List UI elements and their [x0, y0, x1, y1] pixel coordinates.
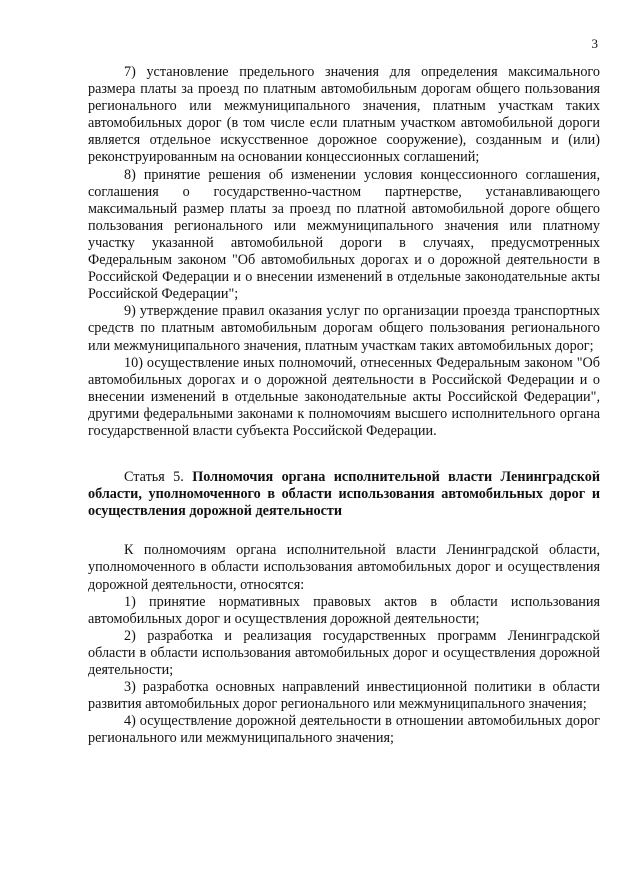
document-body: [88, 64, 600, 747]
article-5-item-2: 2) разработка и реализация государственных программ Ленинградской области в области использования автомобильных дорог и осуществления дорожной деятельности;: [88, 627, 600, 678]
article-5-heading: [88, 469, 600, 520]
article-label: Статья 5.: [124, 469, 193, 486]
article-5-item-3: 3) разработка основных направлений инвестиционной политики в области развития автомобильных дорог регионального или межмуниципального значения;: [88, 679, 600, 713]
article-5-intro: К полномочиям органа исполнительной власти Ленинградской области, уполномоченного в области использования автомобильных дорог и осуществления дорожной деятельности, относятся:: [88, 542, 600, 593]
article-title: Полномочия органа исполнительной власти Ленинградской области, уполномоченного в области использования автомобильных дорог и осуществления дорожной деятельности: [88, 469, 600, 520]
paragraph-item-10: 10) осуществление иных полномочий, отнесенных Федеральным законом "Об автомобильных дорогах и о дорожной деятельности в Российской Федерации и о внесении изменений в отдельные законодательные акты Российской Федерации", другими федеральными законами к полномочиям высшего исполнительного органа государственной власти субъекта Российской Федерации.: [88, 354, 600, 439]
paragraph-item-8: 8) принятие решения об изменении условия концессионного соглашения, соглашения о государственно-частном партнерстве, устанавливающего максимальный размер платы за проезд по платной автомобильной дороге общего пользования регионального или межмуниципального значения или платному участку указанной автомобильной дороги в случаях, предусмотренных Федеральным законом "Об автомобильных дорогах и о дорожной деятельности в Российской Федерации и о внесении изменений в отдельные законодательные акты Российской Федерации";: [88, 166, 600, 303]
article-5-item-1: 1) принятие нормативных правовых актов в области использования автомобильных дорог и осуществления дорожной деятельности;: [88, 593, 600, 627]
page-number: 3: [591, 36, 598, 51]
paragraph-item-7: 7) установление предельного значения для определения максимального размера платы за проезд по платным автомобильным дорогам общего пользования регионального или межмуниципального значения, платным участкам таких автомобильных дорог (в том числе если платным участком автомобильной дороги является отдельное искусственное дорожное сооружение), созданным и (или) реконструированным на основании концессионных соглашений;: [88, 64, 600, 166]
article-5-item-4: 4) осуществление дорожной деятельности в отношении автомобильных дорог регионального или межмуниципального значения;: [88, 713, 600, 747]
paragraph-item-9: 9) утверждение правил оказания услуг по организации проезда транспортных средств по платным автомобильным дорогам общего пользования регионального или межмуниципального значения, платным участкам таких автомобильных дорог;: [88, 303, 600, 354]
